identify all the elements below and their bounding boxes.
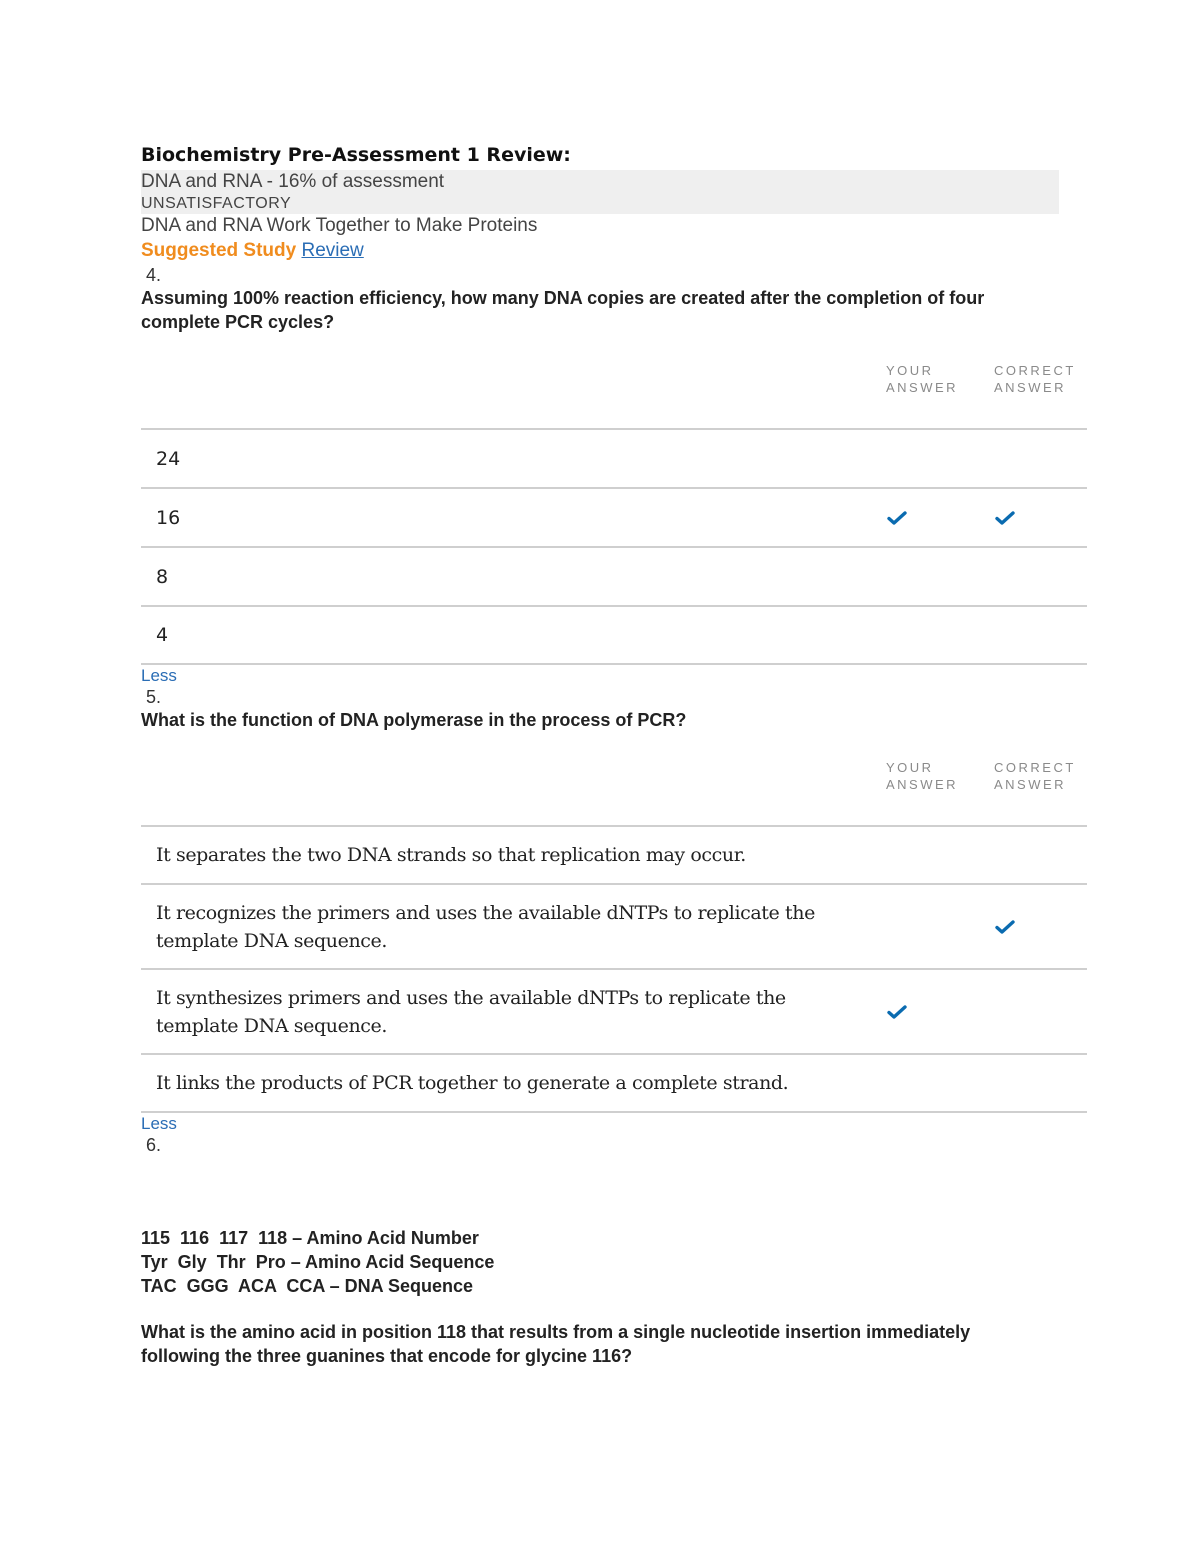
answer-option-text: It separates the two DNA strands so that replication may occur. [156, 844, 746, 866]
less-link[interactable]: Less [141, 666, 177, 685]
checkmark-icon [995, 920, 1015, 934]
answer-option-row [141, 827, 1087, 885]
answer-option-text: 4 [156, 624, 169, 646]
answer-table-header [141, 753, 1087, 827]
question-number: 4. [146, 265, 162, 285]
checkmark-icon [887, 1005, 907, 1019]
answer-option-text: 8 [156, 565, 169, 588]
your-answer-header: YOUR ANSWER [886, 363, 959, 395]
answer-option-row [141, 548, 1087, 607]
status-label: UNSATISFACTORY [141, 195, 292, 212]
answer-option-text: It recognizes the primers and uses the available dNTPs to replicate the template DNA sequence. [156, 901, 815, 952]
dna-sequence-line: TAC GGG ACA CCA – DNA Sequence [141, 1276, 474, 1296]
your-answer-header: YOUR ANSWER [886, 760, 959, 792]
sub-topic-label: DNA and RNA Work Together to Make Proteins [141, 215, 538, 236]
answer-option-row [141, 430, 1087, 489]
amino-acid-sequence-line: Tyr Gly Thr Pro – Amino Acid Sequence [141, 1252, 495, 1272]
answer-table [141, 827, 1087, 1113]
document-title: Biochemistry Pre-Assessment 1 Review: [141, 144, 571, 166]
correct-answer-header: CORRECT ANSWER [994, 363, 1076, 395]
assessment-review-page [141, 140, 1087, 1368]
suggested-study-label: Suggested Study [141, 240, 297, 261]
question-number: 6. [146, 1135, 162, 1155]
answer-option-text: It links the products of PCR together to generate a complete strand. [156, 1072, 789, 1094]
question-text: What is the function of DNA polymerase in the process of PCR? [141, 710, 687, 730]
amino-acid-number-line: 115 116 117 118 – Amino Acid Number [141, 1228, 479, 1248]
question-text: What is the amino acid in position 118 that results from a single nucleotide insertion immediately following the three guanines that encode for glycine 116? [141, 1322, 971, 1366]
answer-option-row [141, 607, 1087, 665]
topic-header [141, 170, 1059, 214]
question-number: 5. [146, 687, 162, 707]
correct-answer-header: CORRECT ANSWER [994, 760, 1076, 792]
answer-option-text: 16 [156, 506, 181, 529]
answer-option-row [141, 1055, 1087, 1113]
less-link[interactable]: Less [141, 1114, 177, 1133]
answer-table [141, 430, 1087, 665]
answer-option-row [141, 489, 1087, 548]
answer-table-header [141, 356, 1087, 430]
answer-option-text: It synthesizes primers and uses the available dNTPs to replicate the template DNA sequence. [156, 986, 786, 1037]
answer-option-row [141, 885, 1087, 970]
topic-label: DNA and RNA - 16% of assessment [141, 171, 445, 192]
question-text: Assuming 100% reaction efficiency, how many DNA copies are created after the completion of four complete PCR cycles? [141, 288, 985, 332]
answer-option-text: 24 [156, 447, 181, 470]
checkmark-icon [995, 511, 1015, 525]
answer-option-row [141, 970, 1087, 1055]
review-link[interactable]: Review [301, 240, 364, 261]
suggested-study [141, 238, 1087, 264]
checkmark-icon [887, 511, 907, 525]
